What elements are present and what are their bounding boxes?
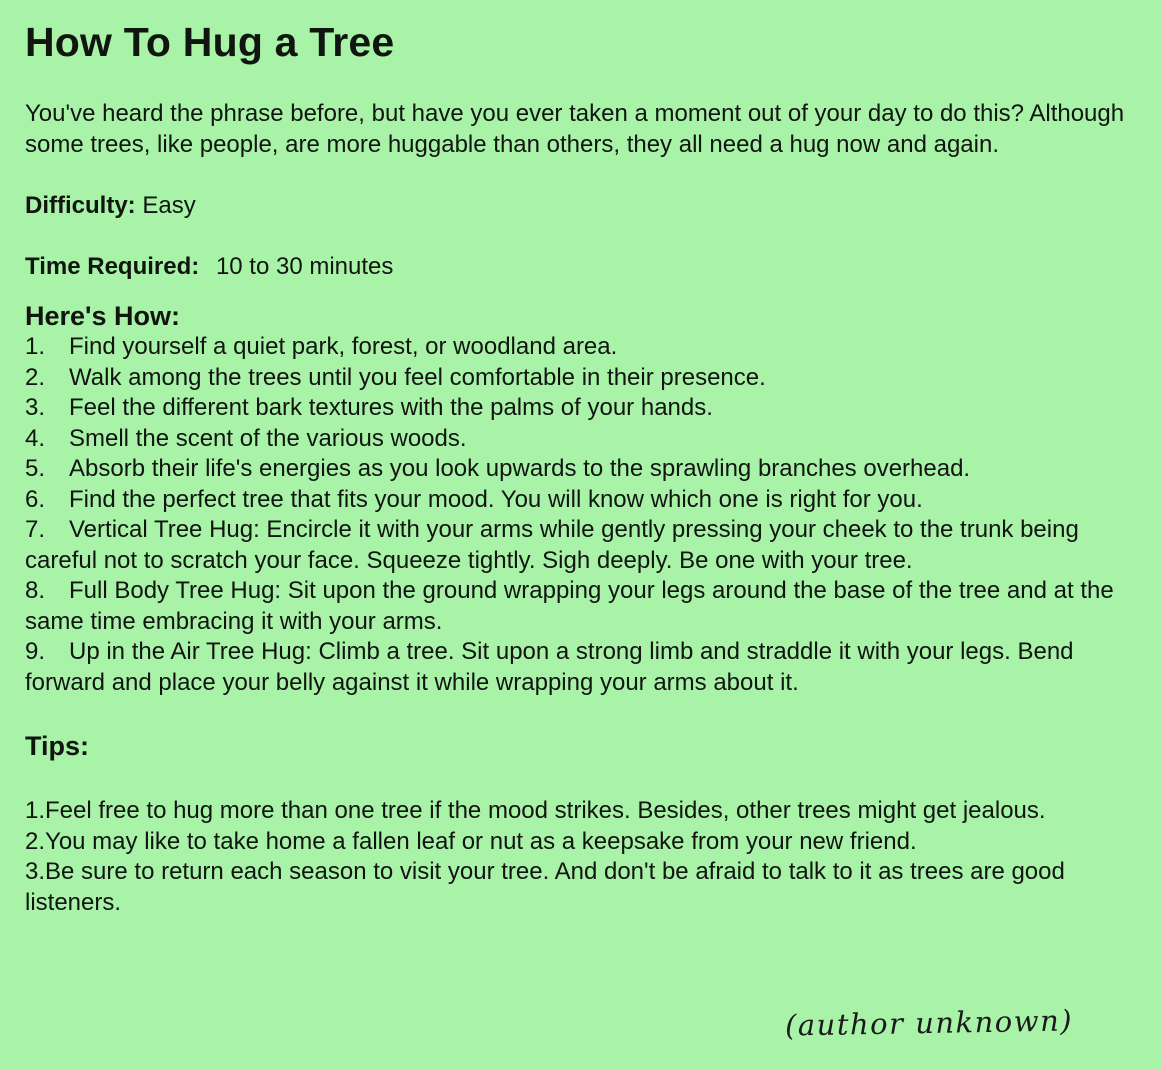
document xyxy=(25,16,1150,918)
difficulty-value: Easy xyxy=(142,192,196,219)
author-signature: (author unknown) xyxy=(784,1003,1074,1043)
list-item xyxy=(25,485,1150,516)
tip-item: 3.Be sure to return each season to visit your tree. And don't be afraid to talk to it as trees are good listeners. xyxy=(25,858,1065,916)
difficulty-line xyxy=(25,190,1150,221)
list-item xyxy=(25,637,1150,698)
step-text: Smell the scent of the various woods. xyxy=(69,424,467,452)
step-number: 4. xyxy=(25,424,46,452)
list-item xyxy=(25,515,1150,576)
step-number: 1. xyxy=(25,333,46,360)
list-item xyxy=(25,332,1150,363)
time-required-line xyxy=(25,251,1150,282)
step-number: 6. xyxy=(25,485,46,513)
time-required-value: 10 to 30 minutes xyxy=(215,253,394,280)
step-text: Absorb their life's energies as you look upwards to the sprawling branches overhead. xyxy=(69,455,971,482)
step-number: 2. xyxy=(25,363,46,391)
tips-heading: Tips: xyxy=(25,731,90,761)
list-item xyxy=(25,454,1150,485)
step-text: Find yourself a quiet park, forest, or woodland area. xyxy=(69,333,618,360)
intro-paragraph: You've heard the phrase before, but have you ever taken a moment out of your day to do this? Although some trees, like people, are more huggable than others, they all need a hug now and again. xyxy=(25,100,1125,158)
step-number: 8. xyxy=(25,577,46,604)
step-text: Find the perfect tree that fits your mood. You will know which one is right for you. xyxy=(69,485,923,513)
tip-item: 2.You may like to take home a fallen leaf or nut as a keepsake from your new friend. xyxy=(25,827,917,855)
list-item xyxy=(25,393,1150,424)
step-text: Up in the Air Tree Hug: Climb a tree. Sit upon a strong limb and straddle it with your legs. Bend forward and place your belly against it while wrapping your arms about it. xyxy=(25,638,1074,696)
step-number: 3. xyxy=(25,394,46,421)
time-required-label: Time Required: xyxy=(25,253,200,280)
step-text: Full Body Tree Hug: Sit upon the ground wrapping your legs around the base of the tree and at the same time embracing it with your arms. xyxy=(25,577,1114,635)
tips-list xyxy=(25,796,1150,918)
steps-heading: Here's How: xyxy=(25,301,180,331)
step-text: Feel the different bark textures with the palms of your hands. xyxy=(69,394,713,421)
tip-item: 1.Feel free to hug more than one tree if the mood strikes. Besides, other trees might get jealous. xyxy=(25,797,1046,824)
list-item xyxy=(25,424,1150,455)
page-title: How To Hug a Tree xyxy=(25,19,395,65)
list-item xyxy=(25,363,1150,394)
step-text: Vertical Tree Hug: Encircle it with your arms while gently pressing your cheek to the trunk being careful not to scratch your face. Squeeze tightly. Sigh deeply. Be one with your tree. xyxy=(25,516,1079,574)
step-number: 9. xyxy=(25,638,46,665)
steps-list xyxy=(25,332,1150,698)
step-number: 5. xyxy=(25,455,46,482)
difficulty-label: Difficulty: xyxy=(25,192,136,219)
step-text: Walk among the trees until you feel comfortable in their presence. xyxy=(69,363,766,391)
list-item xyxy=(25,576,1150,637)
step-number: 7. xyxy=(25,516,46,543)
